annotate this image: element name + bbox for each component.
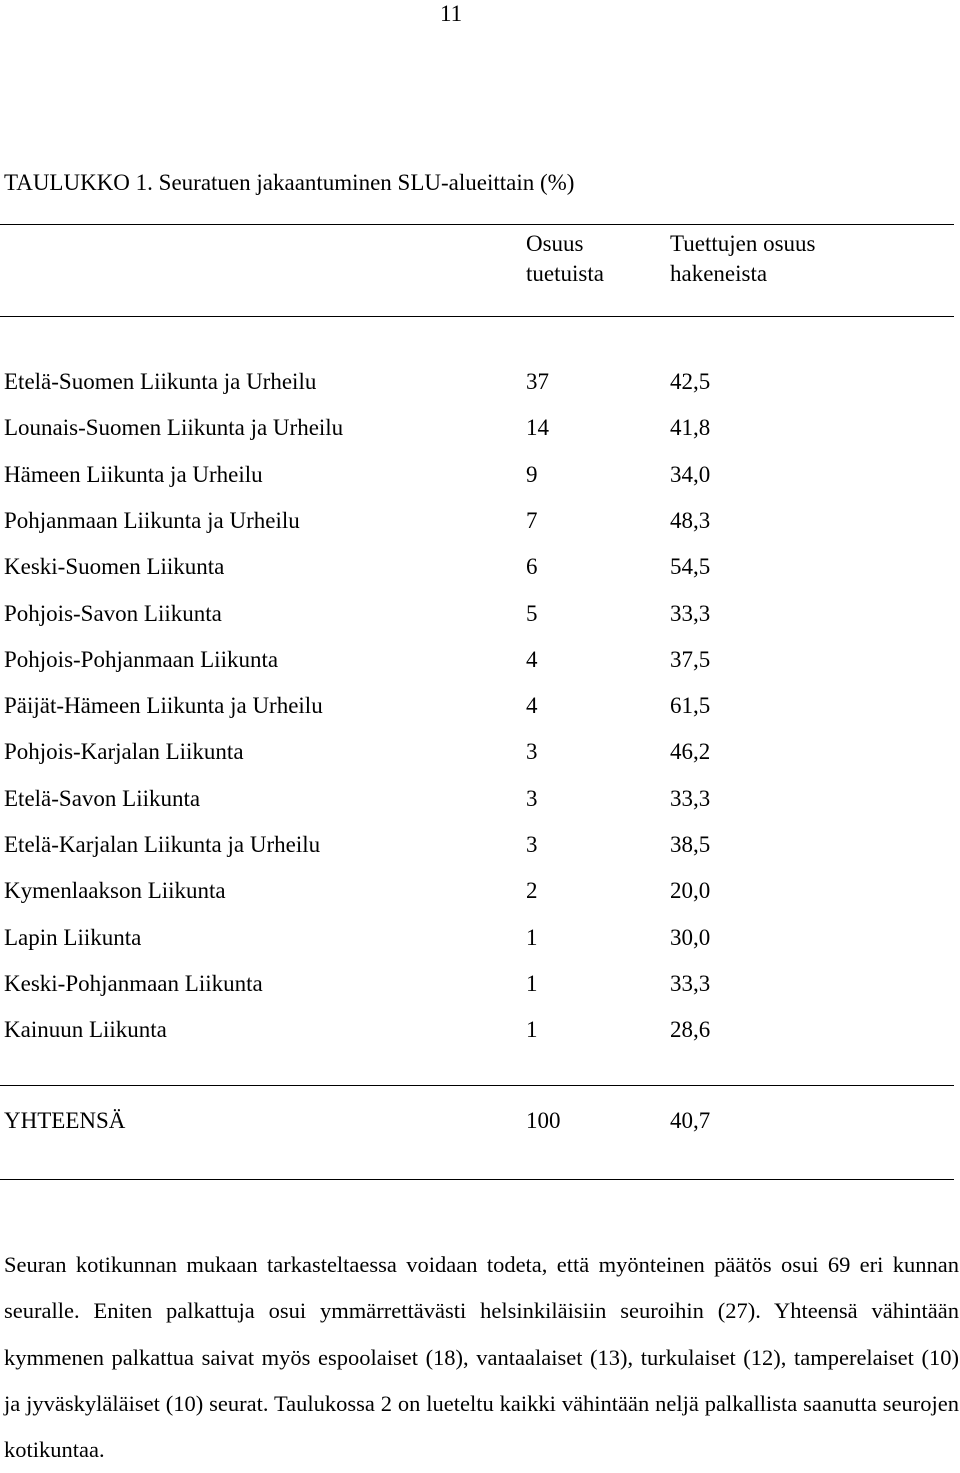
table-row [0, 462, 960, 488]
share-value: 2 [526, 878, 538, 904]
region-name: Lapin Liikunta [4, 924, 142, 950]
table-row [0, 554, 960, 580]
region-name: Pohjanmaan Liikunta ja Urheilu [4, 507, 300, 533]
table-row [0, 739, 960, 765]
share-value: 3 [526, 785, 538, 811]
table-row [0, 369, 960, 395]
header-rate-line2: hakeneista [670, 261, 768, 286]
header-bottom-rule [0, 316, 954, 317]
table-row [0, 601, 960, 627]
rate-value: 41,8 [670, 415, 711, 441]
body-paragraph: Seuran kotikunnan mukaan tarkasteltaessa voidaan todeta, että myönteinen päätös osui 69 eri kunnan seuralle. Eniten palkattuja osui ymmärrettävästi helsinkiläisiin seuroihin (27). Yhteensä vähintään kymmenen palkattua saivat myös espoolaiset (18), vantaalaiset (13), turkulaiset (12), tamperelaiset (10) ja jyväskyläläiset (10) seurat. Taulukossa 2 on lueteltu kaikki vähintään neljä palkallista saanutta seurojen kotikuntaa. [4, 1252, 959, 1463]
table-row [0, 925, 960, 951]
rate-value: 54,5 [670, 554, 711, 580]
region-name: Etelä-Suomen Liikunta ja Urheilu [4, 369, 317, 394]
table-row [0, 508, 960, 534]
share-value: 1 [526, 924, 538, 950]
total-share: 100 [526, 1108, 561, 1133]
total-rate: 40,7 [670, 1108, 711, 1133]
rate-value: 46,2 [670, 739, 711, 765]
region-name: Kymenlaakson Liikunta [4, 878, 226, 904]
page-number: 11 [440, 1, 463, 26]
region-name: Pohjois-Pohjanmaan Liikunta [4, 646, 279, 672]
table-row [0, 786, 960, 812]
header-rate-line1: Tuettujen osuus [670, 231, 816, 256]
region-name: Päijät-Hämeen Liikunta ja Urheilu [4, 693, 323, 719]
rate-value: 48,3 [670, 507, 711, 533]
share-value: 3 [526, 739, 538, 765]
total-label: YHTEENSÄ [4, 1108, 126, 1133]
share-value: 1 [526, 970, 538, 996]
table-row [0, 693, 960, 719]
share-value: 1 [526, 1017, 538, 1043]
region-name: Pohjois-Karjalan Liikunta [4, 739, 244, 765]
rate-value: 28,6 [670, 1017, 711, 1043]
total-top-rule [0, 1085, 954, 1086]
rate-value: 30,0 [670, 924, 711, 950]
region-name: Hämeen Liikunta ja Urheilu [4, 461, 263, 487]
table-row [0, 647, 960, 673]
header-share-line1: Osuus [526, 231, 584, 256]
table-row [0, 1017, 960, 1043]
share-value: 7 [526, 507, 538, 533]
share-value: 6 [526, 554, 538, 580]
region-name: Keski-Suomen Liikunta [4, 554, 225, 580]
region-name: Lounais-Suomen Liikunta ja Urheilu [4, 415, 344, 441]
region-name: Keski-Pohjanmaan Liikunta [4, 970, 263, 996]
share-value: 5 [526, 600, 538, 626]
rate-value: 33,3 [670, 970, 711, 996]
rate-value: 38,5 [670, 832, 711, 857]
total-row [0, 1108, 960, 1134]
rate-value: 33,3 [670, 785, 711, 811]
table-top-rule [0, 224, 954, 225]
share-value: 4 [526, 646, 538, 672]
region-name: Kainuun Liikunta [4, 1017, 167, 1043]
rate-value: 20,0 [670, 878, 711, 904]
table-title: TAULUKKO 1. Seuratuen jakaantuminen SLU-alueittain (%) [4, 170, 575, 195]
region-name: Etelä-Karjalan Liikunta ja Urheilu [4, 832, 321, 857]
header-share-line2: tuetuista [526, 261, 604, 286]
rate-value: 42,5 [670, 369, 711, 394]
rate-value: 61,5 [670, 693, 711, 719]
rate-value: 37,5 [670, 646, 711, 672]
share-value: 14 [526, 415, 549, 441]
table-row [0, 832, 960, 858]
region-name: Etelä-Savon Liikunta [4, 785, 201, 811]
table-row [0, 971, 960, 997]
share-value: 4 [526, 693, 538, 719]
rate-value: 34,0 [670, 461, 711, 487]
table-row [0, 878, 960, 904]
share-value: 37 [526, 369, 549, 394]
region-name: Pohjois-Savon Liikunta [4, 600, 222, 626]
rate-value: 33,3 [670, 600, 711, 626]
table-row [0, 415, 960, 441]
share-value: 9 [526, 461, 538, 487]
table-bottom-rule [0, 1179, 954, 1180]
share-value: 3 [526, 832, 538, 857]
